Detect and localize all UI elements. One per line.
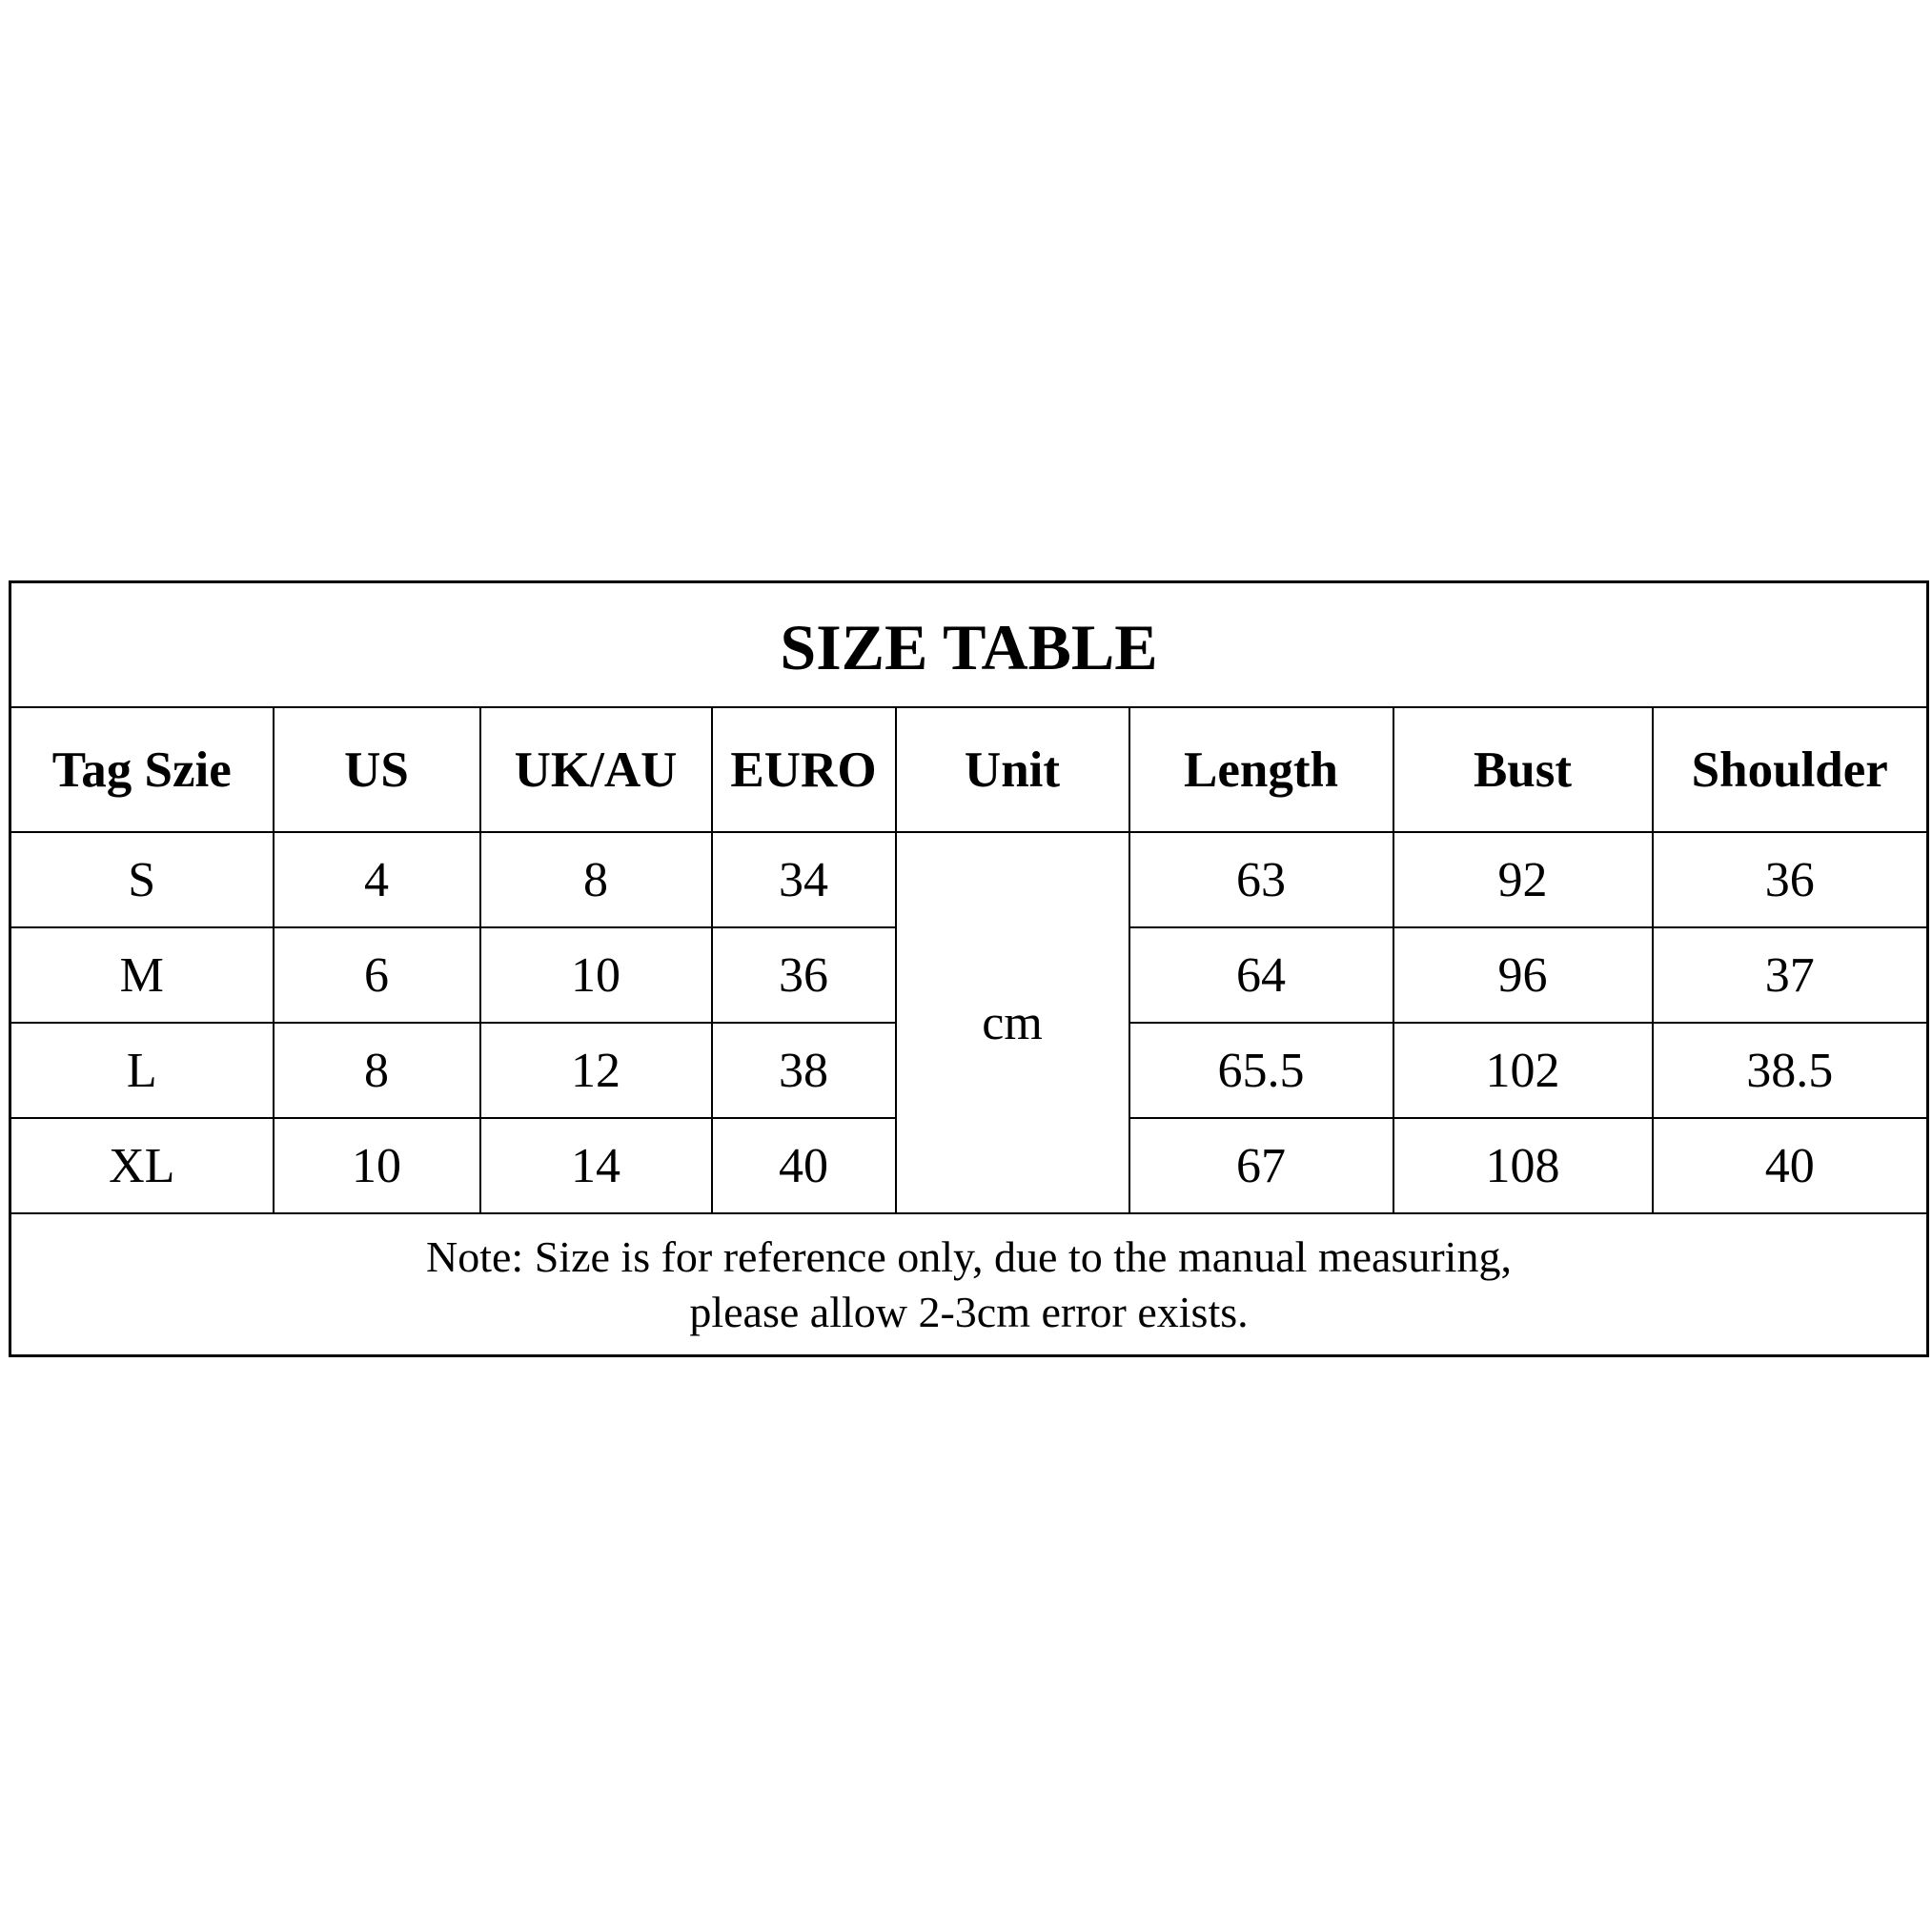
cell-us: 8: [274, 1023, 480, 1118]
cell-us: 6: [274, 927, 480, 1023]
header-unit: Unit: [896, 707, 1129, 832]
cell-uk-au: 12: [480, 1023, 712, 1118]
cell-tag: XL: [10, 1118, 274, 1213]
header-length: Length: [1129, 707, 1393, 832]
cell-euro: 38: [712, 1023, 896, 1118]
cell-bust: 102: [1393, 1023, 1653, 1118]
note-line-2: please allow 2-3cm error exists.: [689, 1287, 1249, 1336]
cell-tag: M: [10, 927, 274, 1023]
cell-euro: 40: [712, 1118, 896, 1213]
cell-euro: 34: [712, 832, 896, 927]
header-uk-au: UK/AU: [480, 707, 712, 832]
cell-bust: 108: [1393, 1118, 1653, 1213]
cell-us: 10: [274, 1118, 480, 1213]
cell-uk-au: 8: [480, 832, 712, 927]
cell-uk-au: 10: [480, 927, 712, 1023]
cell-uk-au: 14: [480, 1118, 712, 1213]
header-row: [10, 707, 1928, 832]
header-us: US: [274, 707, 480, 832]
note-row: [10, 1213, 1928, 1356]
cell-length: 67: [1129, 1118, 1393, 1213]
header-bust: Bust: [1393, 707, 1653, 832]
table-title: SIZE TABLE: [10, 582, 1928, 708]
cell-shoulder: 38.5: [1653, 1023, 1928, 1118]
table-row: [10, 832, 1928, 927]
cell-shoulder: 36: [1653, 832, 1928, 927]
cell-bust: 92: [1393, 832, 1653, 927]
cell-bust: 96: [1393, 927, 1653, 1023]
cell-tag: L: [10, 1023, 274, 1118]
cell-length: 65.5: [1129, 1023, 1393, 1118]
cell-unit: cm: [896, 832, 1129, 1213]
cell-length: 64: [1129, 927, 1393, 1023]
cell-shoulder: 37: [1653, 927, 1928, 1023]
size-table: [9, 580, 1929, 1357]
title-row: [10, 582, 1928, 708]
cell-us: 4: [274, 832, 480, 927]
cell-length: 63: [1129, 832, 1393, 927]
header-euro: EURO: [712, 707, 896, 832]
header-tag-size: Tag Szie: [10, 707, 274, 832]
cell-euro: 36: [712, 927, 896, 1023]
header-shoulder: Shoulder: [1653, 707, 1928, 832]
note-cell: [10, 1213, 1928, 1356]
cell-shoulder: 40: [1653, 1118, 1928, 1213]
cell-tag: S: [10, 832, 274, 927]
note-line-1: Note: Size is for reference only, due to the manual measuring,: [426, 1231, 1512, 1281]
